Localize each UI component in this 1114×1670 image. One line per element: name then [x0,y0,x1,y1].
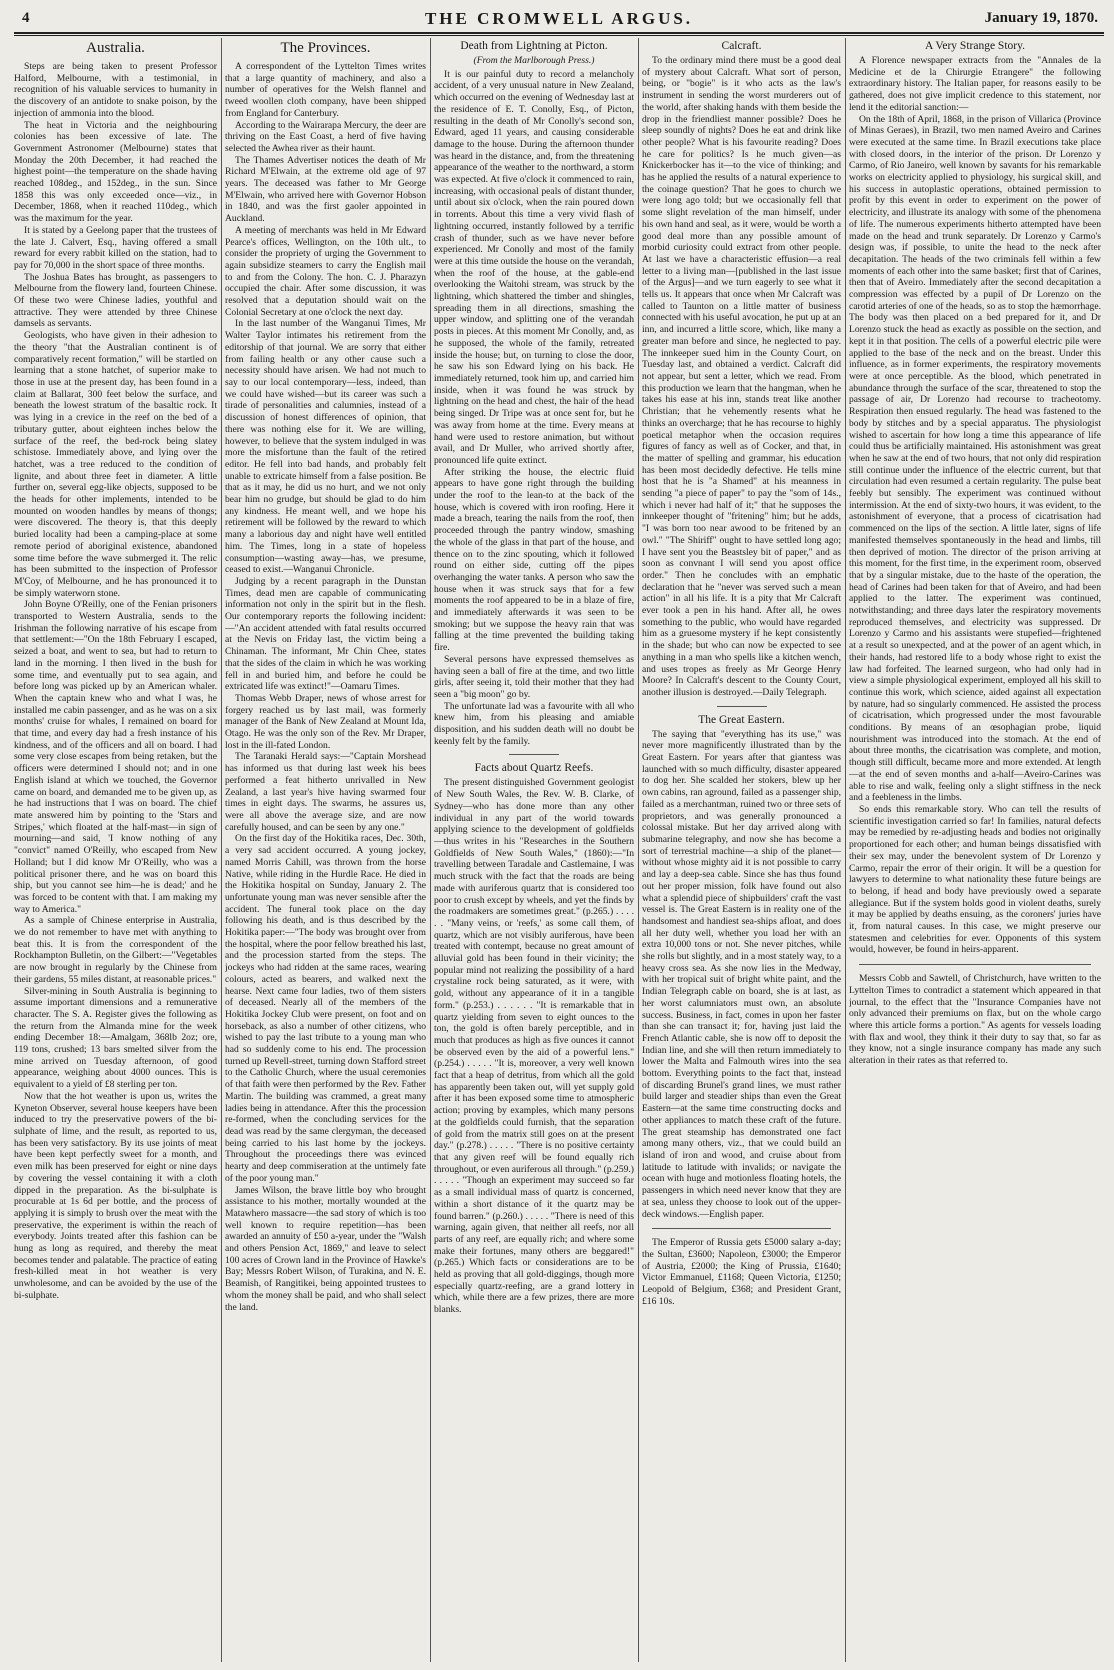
paragraph: The Joshua Bates has brought, as passengers to Melbourne from the flowery land, fourteen Chinese. Of these two were Chinese ladies, youthful and attractive. They were attended by three Chinese damsels as servants. [14,271,217,330]
paragraph: The present distinguished Government geologist of New South Wales, the Rev. W. B. Clarke, of Sydney—who has done more than any other individual in any part of the world towards applying science to the development of goldfields—thus writes in his "Researches in the Southern Goldfields of New South Wales," (1860):—"In travelling between Taradale and Castlemaine, I was much struck with the fact that the roads are being made with auriferous quartz that is considered too poor to crush except by wheels, and yet the finds by the roadmakers are sometimes great." (p.265.) . . . . . . "Many veins, or 'reefs,' as some call them, of quartz, which are not visibly auriferous, have been treated with contempt, because no great amount of alluvial gold has been found in their vicinity; the popular mind not realizing the possibility of a hard crystaline rock being saturated, as it were, with gold, without any appearance of it in a tangible form." (p.253.) . . . . . . "It is remarkable that in quartz yielding from seven to eight ounces to the ton, the gold is often barely perceptible, and in much that produces as high as five ounces it cannot be observed even by the aid of a powerful lens." (p.254.) . . . . . "It is, moreover, a very well known fact that a heap of detritus, from which all the gold has apparently been taken out, will yet supply gold after it has been exposed some time to atmospheric action; proving by examples, which many persons at the goldfields could furnish, that the separation of gold from the matrix still goes on at the present day." (p.278.) . . . . . "There is no positive certainty that any given reef will be found equally rich throughout, or even auriferous all through." (p.259.) . . . . . "Though an experiment may succeed so far as a small individual mass of quartz is concerned, within a short distance of it the quartz may be found barren." (p.260.) . . . . . "There is need of this warning, again given, that neither all reefs, nor all parts of any reef, are equally rich; and where some make their fortunes, many others are beggared!" (p.265.) Which facts or considerations are to be held as proving that all gold-diggings, though more especially quartz-reefing, are a grand lottery in which, while there are a few prizes, there are more blanks. [434,777,634,1316]
column-divider [221,38,222,1662]
paragraph: In the last number of the Wanganui Times, Mr Walter Taylor intimates his retirement from the editorship of that journal. We are sorry that either from failing health or any other cause such a necessity should have arisen. We had not much to say to our local contemporary—less, indeed, than we could have wished—but its career was such a tirade of personalities and calumnies, instead of a discussion of honest differences of opinion, that there was nothing else for it. We are willing, however, to believe that the system indulged in was more the misfortune than the fault of the retired editor. He fell into bad hands, and probably felt unable to extricate himself from a false position. Be that as it may, he did us no hurt, and we not only bear him no grudge, but should be glad to do him any kindness. He meant well, and we hope his retirement will be followed by the reward to which many a laborious day and night have well entitled him. The Times, long in a state of hopeless consumption—wasting away—has, we presume, ceased to exist.—Wanganui Chronicle. [225,318,426,576]
article-heading-quartz: Facts about Quartz Reefs. [474,762,594,775]
column-divider [430,38,431,1662]
masthead [14,8,1104,30]
paragraph: Thomas Webb Draper, news of whose arrest for forgery reached us by last mail, was formerly manager of the Bank of New Zealand at Mount Ida, Otago. He was the only son of the Rev. Mr Draper, lost in the ill-fated London. [225,692,426,751]
column-provinces [225,40,426,1662]
article-australia [14,61,217,1302]
column-strange-story [849,40,1101,1662]
issue-date: January 19, 1870. [984,10,1098,26]
article-heading-strange-story: A Very Strange Story. [925,40,1025,52]
column-australia [14,40,217,1662]
paragraph: Judging by a recent paragraph in the Dunstan Times, dead men are capable of communicating information not only in the spirit but in the flesh. Our contemporary reports the following incident:—"An accident attended with fatal results occurred at the Nevis on Friday last, the victim being a Chinaman. The informant, Mr Chin Chee, states that the sides of the claim in which he was working fell in and buried him, and before he could be extricated life was extinct!"—Oamaru Times. [225,575,426,693]
article-salaries [642,1237,841,1307]
paragraph: According to the Wairarapa Mercury, the deer are thriving on the East Coast, a herd of five having selected the Awhea river as their haunt. [225,119,426,154]
article-heading-australia: Australia. [86,40,145,56]
paragraph: The Taranaki Herald says:—"Captain Morshead has informed us that during last week his bees performed a feat hitherto unrivalled in New Zealand, a last year's hive having swarmed four times in eight days. The swarms, he assures us, were all above the average size, and are now carefully housed, and can be seen by any one." [225,751,426,833]
article-separator [859,964,1091,965]
article-heading-great-eastern: The Great Eastern. [698,713,785,726]
masthead-rule [14,32,1104,34]
paragraph: The unfortunate lad was a favourite with all who knew him, from his pleasing and amiable disposition, and his sudden death will no doubt be keenly felt by the family. [434,700,634,747]
paragraph: Several persons have expressed themselves as having seen a ball of fire at the time, and two little girls, after seeing it, told their mother that they had seen a "big moon" go by. [434,653,634,700]
article-strange-story [849,55,1101,956]
article-calcraft [642,55,841,699]
paragraph: On the 18th of April, 1868, in the prison of Villarica (Province of Minas Geraes), in Brazil, two men named Aveiro and Carines were executed at the same time. In Brazil executions take place with closed doors, in the interior of the prison. Dr Lorenzo y Carmo, of Rio Janeiro, well known by savants for his remarkable works on electricity applied to physiology, his surgical skill, and his success in autoplastic operations, obtained permission to profit by this event in order to experiment on the power of electricity, and illustrate its analogy with some of the phenomena of life. The numerous experiments hitherto attempted have been made on the head and trunk separately. Dr Lorenzo y Carmo's design was, if possible, to unite the head to the neck after decapitation. The heads of the two criminals fell within a few moments of each other into the same basket; first that of Carines, then that of Aveiro. Immediately after the second decapitation a compression was effected by a pupil of Dr Lorenzo on the carotid arteries of one of the heads, so as to stop the hæmorrhage. The body was then placed on a bed prepared for it, and Dr Lorenzo stuck the head as exactly as possible on the section, and kept it in that position. The cells of a powerful electric pile were applied to the base of the neck and on the breast. Under this influence, as in former experiments, the respiratory movements were at once perceptible. As the blood, which penetrated in abundance through the surface of the scar, threatened to stop the passage of air, Dr Lorenzo had recourse to tracheotomy. Respiration then ensued regularly. The head was fastened to the body by stitches and by a special apparatus. The physiologist wished to ascertain for how long a time this appearance of life could thus be artificially maintained. His astonishment was great when he saw at the end of two hours, that not only did respiration still continue under the influence of the electric current, but that circulation had even resumed a certain regularity. The pulse beat feebly but sensibly. The experiment was continued without intermission. At the end of sixty-two hours, it was evident, to the astonishment of everyone, that a process of cicatrisation had commenced on the lips of the section. A little later, signs of life manifested themselves spontaneously in the head and limbs, till then deprived of motion. The director of the prison arriving at this moment, for the first time, in the experiment room, observed that by a singular mistake, due to the haste of the operation, the head of Carines had been taken for that of Aveiro, and had been applied to the latter. The experiment was continued, notwithstanding; and three days later the respiratory movements reproduced themselves, and electricity was suppressed. Dr Lorenzo y Carmo and his assistants were stupefied—frightened at a result so unexpected, and at the power of an agent which, in their hands, had restored life to a body whose right to exist the law had forfeited. The learned surgeon, who had only had in view a simple physiological experiment, employed all his skill to continue this work, which science, aided against all expectation by nature, had so singularly commenced. He assisted the process of cicatrisation, which progressed under the most favourable conditions. By means of an œsophagian probe, liquid nourishment was introduced into the stomach. At the end of about three months, the cicatrisation was complete, and motion, though still difficult, became more and more extended. At length—at the end of seven months and a-half—Aveiro-Carines was able to rise and walk, feeling only a slight stiffness in the neck and a feebleness in the limbs. [849,113,1101,804]
paragraph: The saying that "everything has its use," was never more magnificently illustrated than by the Great Eastern. For years after that giantess was launched with so much difficulty, disaster appeared to dog her. She scalded her stokers, blew up her own cabins, ran aground, failed as a passenger ship, failed as a merchantman, ruined two or three sets of proprietors, and was generally pronounced a colossal mistake. But her day arrived along with submarine telegraphy, and now she has become a sort of terrestrial machine—a ship of the planet—without whose mighty aid it is not possible to carry and lay a deep-sea cable. Since she has thus found out her proper mission, folk have found out also what a splendid piece of shipbuilders' craft the vast vessel is. The Great Eastern is in reality one of the handsomest and handiest sea-ships afloat, and does all her duty well, whether you load her with an extra 10,000 tons or not. She never pitches, while she rolls but slightly, and in a most stately way, to a heavy cross sea. As she now lies in the Medway, with her tropical suit of bright white paint, and the Indian Telegraph cable on board, she is at last, as her worst calumniators must own, an absolute success. Business, in fact, comes in upon her faster than she can transact it; for, having just laid the French Atlantic cable, she is now off to deposit the Indian line, and she will then return immediately to lower the Malta and Falmouth wires into the sea bottom. Everything points to the fact that, instead of discarding Brunel's grand lines, we must rather build larger and steadier ships than even the Great Eastern—at the same time constructing docks and other appliances to match these craft of the future. The great steamship has demonstrated one fact among many others, viz., that we could build an island of iron and wood, and cruise about from latitude to latitude with invalids; or navigate the ocean with huge and motionless floating hotels, the passengers in which need never know that they are at sea, unless they choose to look out of the upper-deck windows.—English paper. [642,728,841,1220]
masthead-rule-thin [14,35,1104,36]
paragraph: A meeting of merchants was held in Mr Edward Pearce's offices, Wellington, on the 10th ult., to consider the propriety of urging the Government to again subsidize steamers to carry the English mail to and from the Colony. The hon. C. J. Pharazyn occupied the chair. After some discussion, it was resolved that a deputation should wait on the Colonial Secretary at one o'clock the next day. [225,224,426,318]
paragraph: A correspondent of the Lyttelton Times writes that a large quantity of machinery, and also a number of operatives for the Welsh flannel and tweed woollen cloth company, have been shipped from England for Canterbury. [225,61,426,119]
paragraph: So ends this remarkable story. Who can tell the results of scientific investigation carried so far! In families, natural defects may be remedied by re-adjusting heads and bodies not originally proportioned for each other; and human beings dissatisfied with their sex may, under the benevolent system of Dr Lorenzo y Carmo, repair the error of their origin. It will be a question for lawyers to determine to what nationality these future beings are to belong, if head and body have previously owed a separate allegiance. But if the system holds good in violent deaths, surely it may be applied by deaths ensuing, as the coroners' juries have it, from natural causes. In this case, we might preserve our statesmen and celebrities for ever. Opponents of this system would, however, be found in heirs-apparent. [849,804,1101,956]
page-number: 4 [22,10,30,26]
paragraph: A Florence newspaper extracts from the "Annales de la Medicine et de la Chirurgie Etrangere" the following extraordinary history. The Italian paper, for reasons easily to be gathered, does not give implicit credence to this statement, nor lend it the editorial sanction:— [849,55,1101,113]
paragraph: It is our painful duty to record a melancholy accident, of a very unusual nature in New Zealand, which occurred on the evening of Wednesday last at the residence of E. T. Conolly, Esq., of Picton, resulting in the death of Mr Conolly's second son, Edward, aged 11 years, and causing considerable damage to the house. During the afternoon thunder was heard in the distance, and, from the threatening appearance of the weather to the northward, a storm was expected. At five o'clock it commenced to rain, increasing, with occasional peals of distant thunder, until about six o'clock, when the rain poured down in torrents. About this time a very vivid flash of lightning occurred, instantly followed by a terrific crash of thunder, such as we have never before experienced. Mr Conolly and most of the family were at this time outside the house on the verandah, when the roof of the house, at the gable-end overlooking the Waitohi stream, was struck by the lightning, which shattered the timber and shingles, spreading them in all directions, smashing the upper window, and splitting one of the verandah posts in pieces. At this moment Mr Conolly, and, as he supposed, the whole of the family, retreated inside the house; but, on turning to close the door, he saw his son Edward lying on his back. He immediately returned, took him up, and carried him inside, when it was found he was struck by lightning on the head and chest, the hair of the head being singed. Dr Tripe was at once sent for, but he was away from home at the time. Every means at hand were used to restore animation, but without avail, and Dr Muller, who arrived shortly after, pronounced life quite extinct. [434,68,634,466]
paragraph: To the ordinary mind there must be a good deal of mystery about Calcraft. What sort of person, being, or "bogie" is it who acts as the law's instrument in sending the worst murderers out of the world, after shaking hands with them beside the drop in the friendliest manner possible? Does he sleep soundly of nights? Does he eat and drink like other people? What is his favourite reading? Does he care for politics? Is he much given—as Knickerbocker has it—to the vice of thinking; and has he applied the results of a natural experience to the coinage question? That he goes to church we were long ago told; but we occasionally fell that some slight revelation of the man himself, under his own hand and seal, as it were, would be worth a good deal more than any possible amount of morbid curiosity could extract from other people. At last we have a characteristic effusion—a real letter to a living man—[published in the last issue of the Argus]—and we turn eagerly to see what it tells us. It appears that once when Mr Calcraft was called to Taunton on a little matter of business connected with his useful avocation, he put up at an inn, and incurred a little score, which, like many a greater man before and since, he neglected to pay. The innkeeper sued him in the County Court, on Tuesday last, and obtained a verdict. Calcraft did not appear, but sent a letter, which we read. From this production we learn that the hangman, when he takes his ease at his inn, stands treat like another Christian; that he vehemently resents what he thinks an overcharge; that he has recourse to highly poetical metaphor when the occasion requires figures of fancy as well as of Cocker, and that, in the matter of spelling and grammar, his education has been most decidedly defective. He tells mine host that he is "a Shamed" at his meanness in sending "a piece of paper" to pay the "som of 14s., which i never had half of it;" that he supposes the innkeeper thought of "fritening" him; but he adds, "I was born too near awood to be fritened by an owl." "The Shiriff" ought to have settled long ago; I have sent you the Beastsley bit of paper," and as soon as convnant I will send you apost office order." Then he concludes with an emphatic declaration that he "never was served such a mean action" in all his life. It is a pity that Mr Calcraft ever took a pen in his hand. After all, he owes something to the public, who would have regarded him as a gruesome mystery if he kept consistently in the shade; but who can now be expected to see anything in a man who spells like a kitchen wench, and uses tropes as freely as Mr George Henry Moore? In Calcraft's descent to the County Court, another illusion is destroyed.—Daily Telegraph. [642,55,841,698]
paragraph: John Boyne O'Reilly, one of the Fenian prisoners transported to Western Australia, sends to the Irishman the following narrative of his escape from that settlement:—"On the 18th February I escaped, seized a boat, and went to sea, but had to return to land in the morning. I then lived in the bush for some time, and eventually put to sea again, and before long was picked up by an American whaler. When the captain knew who and what I was, he installed me cabin passenger, and as he was on a six months' cruise for whales, I remained on board for that time, and every day had a fresh instance of his kindness, and of the officers and all on board. I had some very close escapes from being retaken, but the officers were determined I should not; and in one English island at which we touched, the Governor came on board, and demanded me to be given up, as he had instructions that I was on board. The chief mate answered him by pointing to the 'Stars and Stripes,' which floated at the half-mast—in sign of mourning—and said, 'I know nothing of any "convict" named O'Reilly, who escaped from New Holland; but I did know Mr O'Reilly, who was a political prisoner there, and he was on board this ship, but you cannot see him—he is dead;' and he was forced to be content with that. I am making my way to America." [14,599,217,915]
paragraph: After striking the house, the electric fluid appears to have gone right through the building under the roof to the lean-to at the back of the house, which is covered with iron roofing. Here it made a breach, tearing the nails from the roof, then proceeded through the pantry window, smashing the whole of the glass in that part of the house, and thence on to the zinc spouting, which it followed round on either side, cutting off the pipes overhanging the water tanks. A person who saw the house when it was struck says that for a few moments the roof appeared to be in a blaze of fire, and immediately afterwards it was seen to be smoking; but we suppose the heavy rain that was falling at the time prevented the building taking fire. [434,466,634,654]
article-separator [652,1228,831,1229]
column-calcraft-eastern [642,40,841,1662]
article-heading-provinces: The Provinces. [280,40,371,56]
article-lightning [434,69,634,748]
article-separator [717,706,767,707]
column-divider [845,38,846,1662]
newspaper-title: THE CROMWELL ARGUS. [424,9,694,28]
column-lightning-quartz [434,40,634,1662]
paragraph: James Wilson, the brave little boy who brought assistance to his mother, mortally wounded at the Matawhero massacre—the sad story of which is too well known to require repetition—has been awarded an annuity of £50 a-year, under the "Walsh and others Pension Act, 1869," and leave to select 100 acres of Crown land in the Province of Hawke's Bay; Messrs Robert Wilson, of Turakina, and N. E. Beamish, of Rangitikei, being appointed trustees to whom the money shall be paid, and who shall select the land. [225,1184,426,1313]
article-quartz [434,777,634,1315]
paragraph: As a sample of Chinese enterprise in Australia, we do not remember to have met with anything to beat this. It is from the correspondent of the Rockhampton Bulletin, on the Gilbert:—"Vegetables are now brought in regularly by the Chinese from their gardens, 55 miles distant, at reasonable prices." [14,915,217,985]
article-separator [509,754,559,755]
paragraph: Messrs Cobb and Sawtell, of Christchurch, have written to the Lyttelton Times to contradict a statement which appeared in that journal, to the effect that the "Insurance Companies have not only advanced their premiums on flax, but on the whole cargo where this article forms a portion." As agents for vessels loading with flax and wool, they think it their duty to say that, so far as they know, not a single insurance company has made any such alteration in their rates as that referred to. [849,973,1101,1067]
article-flax-insurance [849,973,1101,1067]
article-heading-lightning: Death from Lightning at Picton. [460,40,608,52]
column-divider [638,38,639,1662]
paragraph: Steps are being taken to present Professor Halford, Melbourne, with a testimonial, in recognition of his valuable services to humanity in the discovery of an antidote to snake poison, by the injection of ammonia into the blood. [14,61,217,119]
paragraph: The Thames Advertiser notices the death of Mr Richard M'Elwain, at the extreme old age of 97 years. The deceased was father to Mr George M'Elwain, who arrived here with Governor Hobson in 1840, and was the first gaoler appointed in Auckland. [225,154,426,225]
article-source: (From the Marlborough Press.) [473,55,595,66]
paragraph: On the first day of the Hokitika races, Dec. 30th, a very sad accident occurred. A young jockey, named Morris Cahill, was thrown from the horse Native, while riding in the Hurdle Race. He died in the Hokitika hospital on Sunday, January 2. The unfortunate young man was never sensible after the accident. The funeral took place on the day following his death, and is thus described by the Hokitika paper:—"The body was brought over from the hospital, where the poor fellow breathed his last, and the procession started from the steps. The jockeys who had ridden at the same races, wearing colours, acted as bearers, and walked next the hearse. Next came four ladies, two of them sisters of deceased. Nearly all of the members of the Hokitika Jockey Club were present, on foot and on horseback, as also a number of other citizens, who wished to pay the last tribute to a young man who had so suddenly come to his end. The procession turned up Revell-street, turning down Stafford street to the Catholic Church, where the usual ceremonies of that faith were then performed by the Rev. Father Martin. The building was crammed, a great many ladies being in attendance. After this the procession re-formed, when the concluding services for the dead was read by the same clergyman, the deceased being carried to his last home by the jockeys. Throughout the proceedings there was evinced hearty and deep commiseration at the untimely fate of the poor young man." [225,833,426,1184]
article-great-eastern [642,729,841,1221]
article-provinces [225,61,426,1313]
paragraph: Silver-mining in South Australia is beginning to assume important dimensions and a remunerative character. The S. A. Register gives the following as the return from the Almanda mine for the week ending December 18:—Amalgam, 368lb 2oz; ore, 119 tons, crushed; 13 bars smelted silver from the mine arrived on Tuesday afternoon, of good appearance, weighing about 4000 ounces. This is equivalent to a yield of £8 sterling per ton. [14,985,217,1091]
paragraph: It is stated by a Geelong paper that the trustees of the late J. Calvert, Esq., having offered a small reward for every rabbit killed on the station, had to pay for 70,000 in the short space of three months. [14,224,217,271]
paragraph: The Emperor of Russia gets £5000 salary a-day; the Sultan, £3600; Napoleon, £3000; the Emperor of Austria, £2000; the King of Prussia, £1640; Victor Emmanuel, £1168; Queen Victoria, £1250; Leopold of Belgium, £368; and President Grant, £16 10s. [642,1237,841,1307]
paragraph: Now that the hot weather is upon us, writes the Kyneton Observer, several house keepers have been induced to try the preservative powers of the bi-sulphate of lime, and the result, as reported to us, has been very satisfactory. By its use joints of meat have been kept perfectly sweet for a month, and even milk has been preserved for eight or nine days by covering the vessel containing it with a cloth dipped in the preparation. As the bi-sulphate is procurable at 1s 6d per bottle, and the process of applying it is simply to brush over the meat with the preservative, the experiment is within the reach of everybody. Joints treated after this fashion can be hung as long as required, and thereby the meat becomes tender and palatable. The practice of eating fresh-killed meat in hot weather is very unwholesome, and can be avoided by the use of the bi-sulphate. [14,1090,217,1301]
article-heading-calcraft: Calcraft. [721,40,762,52]
paragraph: Geologists, who have given in their adhesion to the theory "that the Australian continent is of comparatively recent formation," will be startled on learning that a stone hatchet, of superior make to those in use at the present day, has been found in a claim at Ballarat, 300 feet below the surface, and beneath the lowest stratum of the basaltic rock. It was lying in a crevice in the reef on the bed of a tributary gutter, about eighteen inches below the surface of the reef, the bed-rock being slatey schistose. Immediately above, and lying over the hatchet, was a tree reduced to the condition of lignite, and about three feet in diameter. A little further on, several egg-like objects, supposed to be the heads for other implements, intended to be mounted on wooden handles by means of thongs; were discovered. The theory is, that this deeply buried locality had been a camping-place at some remote period of aboriginal existence, abandoned some time before the wave submerged it. The relic has been submitted to the inspection of Professor M'Coy, of Melbourne, and he has pronounced it to be simply waterworn stone. [14,330,217,599]
paragraph: The heat in Victoria and the neighbouring colonies has been excessive of late. The Government Astronomer (Melbourne) states that Monday the 20th December, it had reached the highest point—the temperature on the shade having reached 108deg., and 152deg., in the sun. Since 1858 this was only exceeded once—viz., in December, 1868, when it reached 110deg., which was the maximum for the year. [14,119,217,225]
